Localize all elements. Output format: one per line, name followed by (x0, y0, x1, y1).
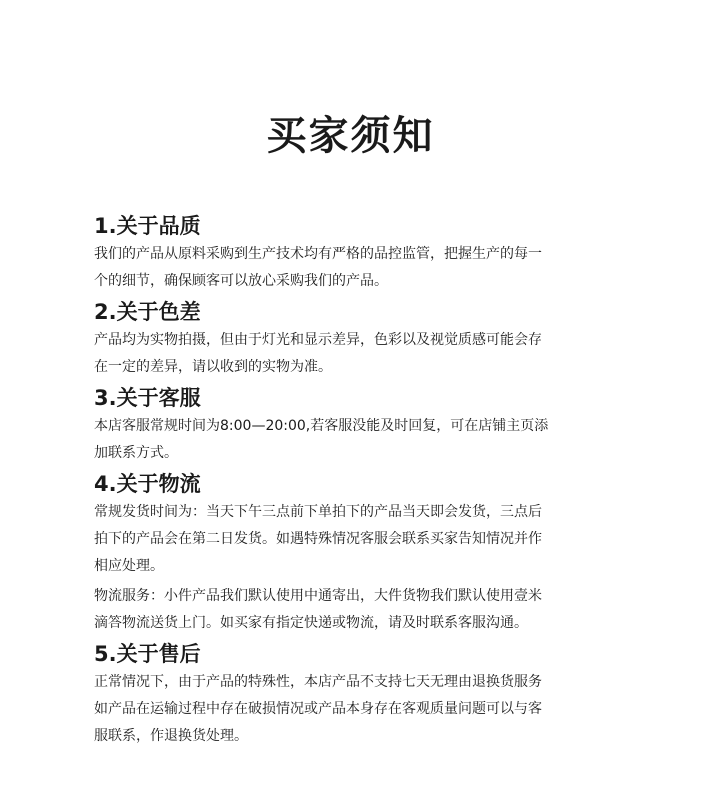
paragraph-line: 个的细节，确保顾客可以放心采购我们的产品。 (94, 273, 388, 289)
paragraph-line: 如产品在运输过程中存在破损情况或产品本身存在客观质量问题可以与客 (94, 701, 542, 717)
section-logistics (94, 469, 634, 637)
section-paragraph (94, 327, 634, 381)
paragraph-line: 产品均为实物拍摄，但由于灯光和显示差异，色彩以及视觉质感可能会存 (94, 332, 542, 348)
paragraph-line: 相应处理。 (94, 558, 164, 574)
section-heading: 2.关于色差 (94, 300, 201, 324)
paragraph-line: 拍下的产品会在第二日发货。如遇特殊情况客服会联系买家告知情况并作 (94, 531, 542, 547)
page-title: 买家须知 (266, 113, 435, 159)
section-heading: 4.关于物流 (94, 472, 201, 496)
section-paragraph (94, 413, 634, 467)
paragraph-line: 物流服务：小件产品我们默认使用中通寄出，大件货物我们默认使用壹米 (94, 588, 542, 604)
section-paragraph (94, 669, 634, 750)
paragraph-line: 本店客服常规时间为8:00—20:00,若客服没能及时回复，可在店铺主页添 (94, 418, 549, 434)
paragraph-line: 常规发货时间为：当天下午三点前下单拍下的产品当天即会发货，三点后 (94, 504, 542, 520)
paragraph-line: 我们的产品从原料采购到生产技术均有严格的品控监管，把握生产的每一 (94, 246, 542, 262)
section-customer-service (94, 383, 634, 467)
section-quality (94, 211, 634, 295)
section-paragraph (94, 241, 634, 295)
section-paragraph (94, 499, 634, 580)
section-paragraph (94, 583, 634, 637)
paragraph-line: 滴答物流送货上门。如买家有指定快递或物流，请及时联系客服沟通。 (94, 615, 528, 631)
section-after-sales (94, 639, 634, 750)
section-heading: 3.关于客服 (94, 386, 201, 410)
paragraph-line: 正常情况下，由于产品的特殊性，本店产品不支持七天无理由退换货服务 (94, 674, 542, 690)
paragraph-line: 服联系，作退换货处理。 (94, 728, 248, 744)
paragraph-line: 在一定的差异，请以收到的实物为准。 (94, 359, 332, 375)
section-color-difference (94, 297, 634, 381)
section-heading: 5.关于售后 (94, 642, 201, 666)
section-heading: 1.关于品质 (94, 214, 201, 238)
paragraph-line: 加联系方式。 (94, 445, 178, 461)
notice-content (94, 211, 634, 752)
